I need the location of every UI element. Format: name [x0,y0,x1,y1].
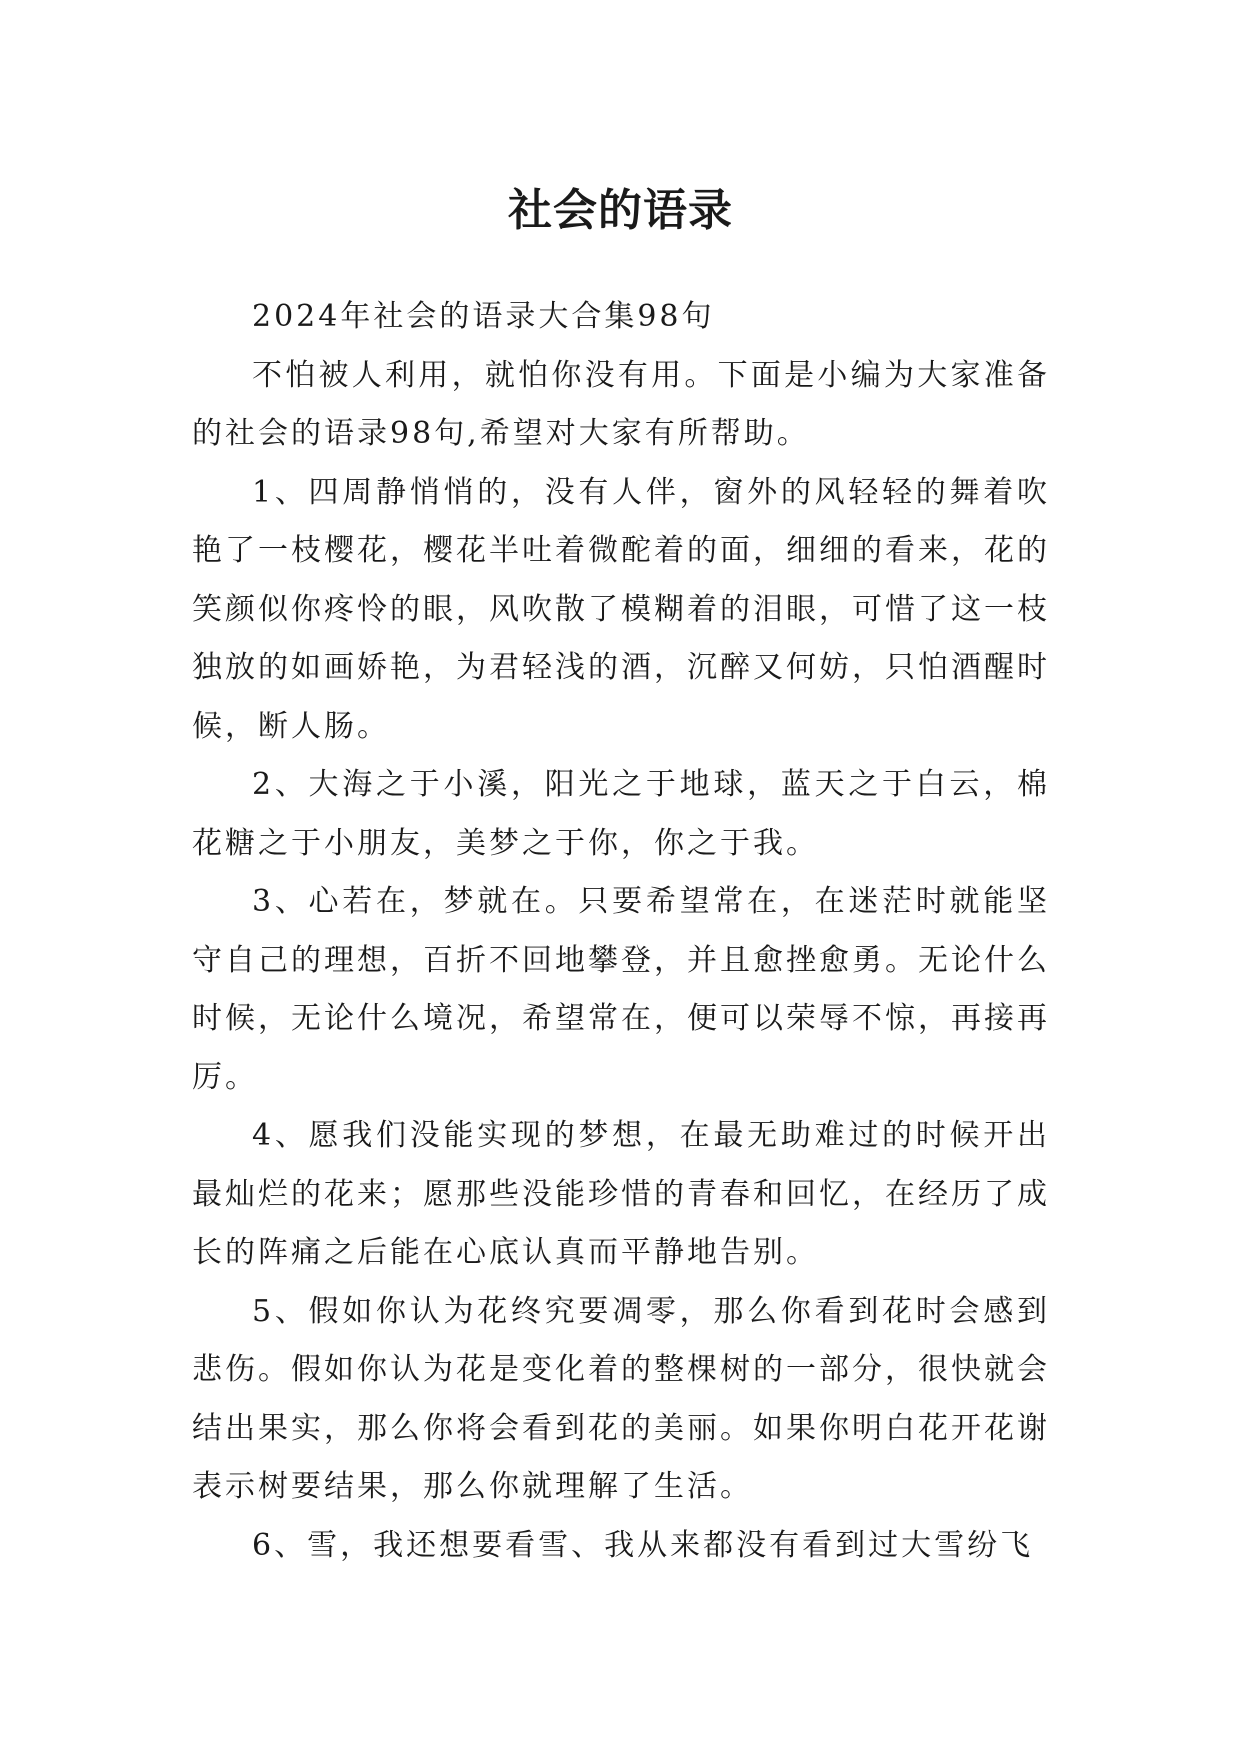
paragraph-quote-4: 4、愿我们没能实现的梦想，在最无助难过的时候开出最灿烂的花来；愿那些没能珍惜的青春和回忆，在经历了成长的阵痛之后能在心底认真而平静地告别。 [192,1118,1050,1270]
document-title: 社会的语录 [508,185,733,237]
paragraph-quote-1: 1、四周静悄悄的，没有人伴，窗外的风轻轻的舞着吹艳了一枝樱花，樱花半吐着微酡着的面，细细的看来，花的笑颜似你疼怜的眼，风吹散了模糊着的泪眼，可惜了这一枝独放的如画娇艳，为君轻浅的酒，沉醉又何妨，只怕酒醒时候，断人肠。 [192,474,1050,744]
paragraph-quote-2: 2、大海之于小溪，阳光之于地球，蓝天之于白云，棉花糖之于小朋友，美梦之于你，你之于我。 [192,767,1050,861]
document-body [192,288,1050,1575]
paragraph-quote-5: 5、假如你认为花终究要凋零，那么你看到花时会感到悲伤。假如你认为花是变化着的整棵树的一部分，很快就会结出果实，那么你将会看到花的美丽。如果你明白花开花谢表示树要结果，那么你就理解了生活。 [192,1293,1050,1504]
paragraph-quote-6: 6、雪，我还想要看雪、我从来都没有看到过大雪纷飞 [252,1527,1034,1563]
paragraph-heading: 2024年社会的语录大合集98句 [252,299,715,334]
paragraph-quote-3: 3、心若在，梦就在。只要希望常在，在迷茫时就能坚守自己的理想，百折不回地攀登，并且愈挫愈勇。无论什么时候，无论什么境况，希望常在，便可以荣辱不惊，再接再厉。 [192,884,1050,1095]
paragraph-intro: 不怕被人利用，就怕你没有用。下面是小编为大家准备的社会的语录98句,希望对大家有所帮助。 [192,357,1050,451]
